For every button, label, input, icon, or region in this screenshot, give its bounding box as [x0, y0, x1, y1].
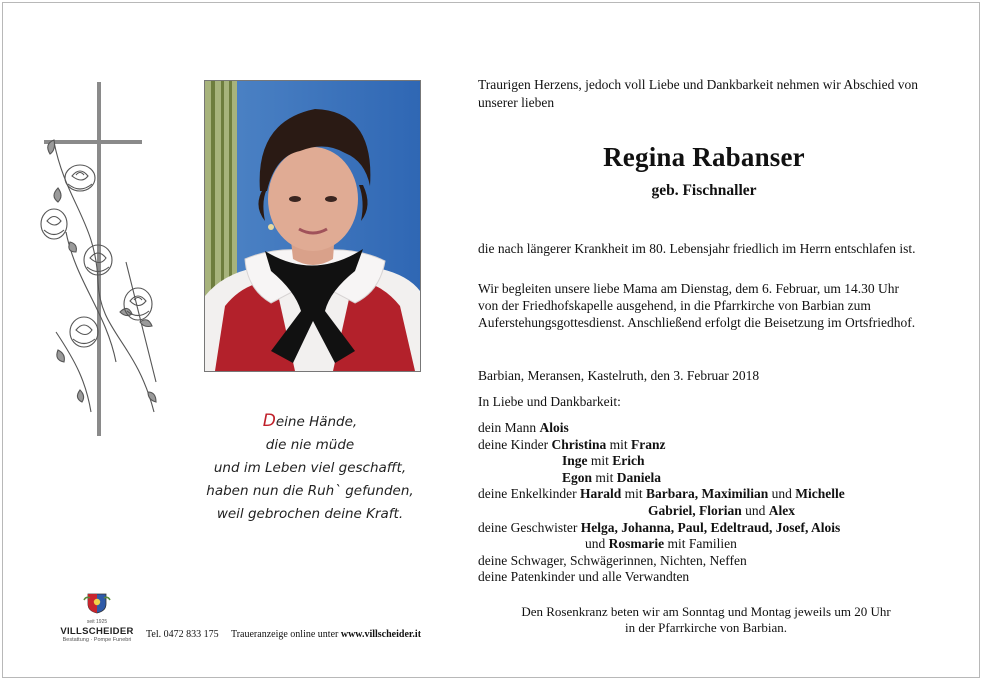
death-notice-paragraph: die nach längerer Krankheit im 80. Lebensjahr friedlich im Herrn entschlafen ist. [478, 241, 916, 256]
maiden-name: geb. Fischnaller [651, 182, 757, 199]
footer-contact [146, 629, 421, 640]
poem-line-5: weil gebrochen deine Kraft. [216, 506, 404, 522]
husband-row: dein Mann Alois [478, 420, 569, 435]
grandchildren-row: deine Enkelkinder Harald mit Barbara, Maximilian und Michelle [478, 486, 845, 502]
logo-subtitle: Bestattung · Pompe Funebri [62, 637, 132, 643]
siblings-row: und Rosmarie mit Familien [585, 536, 737, 552]
godchildren-row: deine Patenkinder und alle Verwandten [478, 569, 690, 585]
deceased-name: Regina Rabanser [603, 142, 805, 172]
footer-online-label: Traueranzeige online unter [230, 629, 341, 640]
grandchildren-row: Gabriel, Florian und Alex [648, 502, 795, 518]
poem-line-3: und im Leben viel geschafft, [213, 460, 407, 476]
poem-initial: D [262, 411, 276, 431]
portrait-photo [204, 80, 421, 372]
children-row: Inge mit Erich [562, 453, 645, 469]
place-date: Barbian, Meransen, Kastelruth, den 3. Februar 2018 [478, 368, 760, 383]
logo-established: seit 1925 [86, 619, 108, 625]
poem-line-2: die nie müde [265, 437, 355, 453]
family-list [478, 420, 938, 586]
coat-of-arms-icon [82, 592, 112, 614]
poem-line-4: haben nun die Ruh` gefunden, [206, 483, 414, 499]
footer-website-link[interactable]: www.villscheider.it [340, 629, 422, 640]
children-row: deine Kinder Christina mit Franz [478, 436, 666, 452]
footer-phone: Tel. 0472 833 175 [146, 629, 219, 640]
children-row: Egon mit Daniela [562, 469, 662, 485]
love-heading: In Liebe und Dankbarkeit: [478, 394, 621, 409]
funeral-details-paragraph: Wir begleiten unsere liebe Mama am Dienstag, dem 6. Februar, um 14.30 Uhr von der Friedhofskapelle ausgehend, in die Pfarrkirche von Barbian zum Auferstehungsgottesdienst. Anschließend erfolgt die Beisetzung im Ortsfriedhof. [478, 281, 916, 330]
poem [190, 410, 430, 526]
logo-name: VILLSCHEIDER [60, 626, 134, 637]
funeral-home-logo [56, 592, 138, 643]
cross-with-roses-icon [36, 82, 172, 440]
siblings-row: deine Geschwister Helga, Johanna, Paul, Edeltraud, Josef, Alois [478, 519, 841, 535]
in-laws-row: deine Schwager, Schwägerinnen, Nichten, Neffen [478, 552, 747, 568]
intro-text: Traurigen Herzens, jedoch voll Liebe und Dankbarkeit nehmen wir Abschied von unserer lieben [478, 77, 919, 110]
rosary-notice: Den Rosenkranz beten wir am Sonntag und Montag jeweils um 20 Uhr in der Pfarrkirche von Barbian. [521, 604, 891, 635]
poem-line-1: Deine Hände, [262, 411, 358, 431]
